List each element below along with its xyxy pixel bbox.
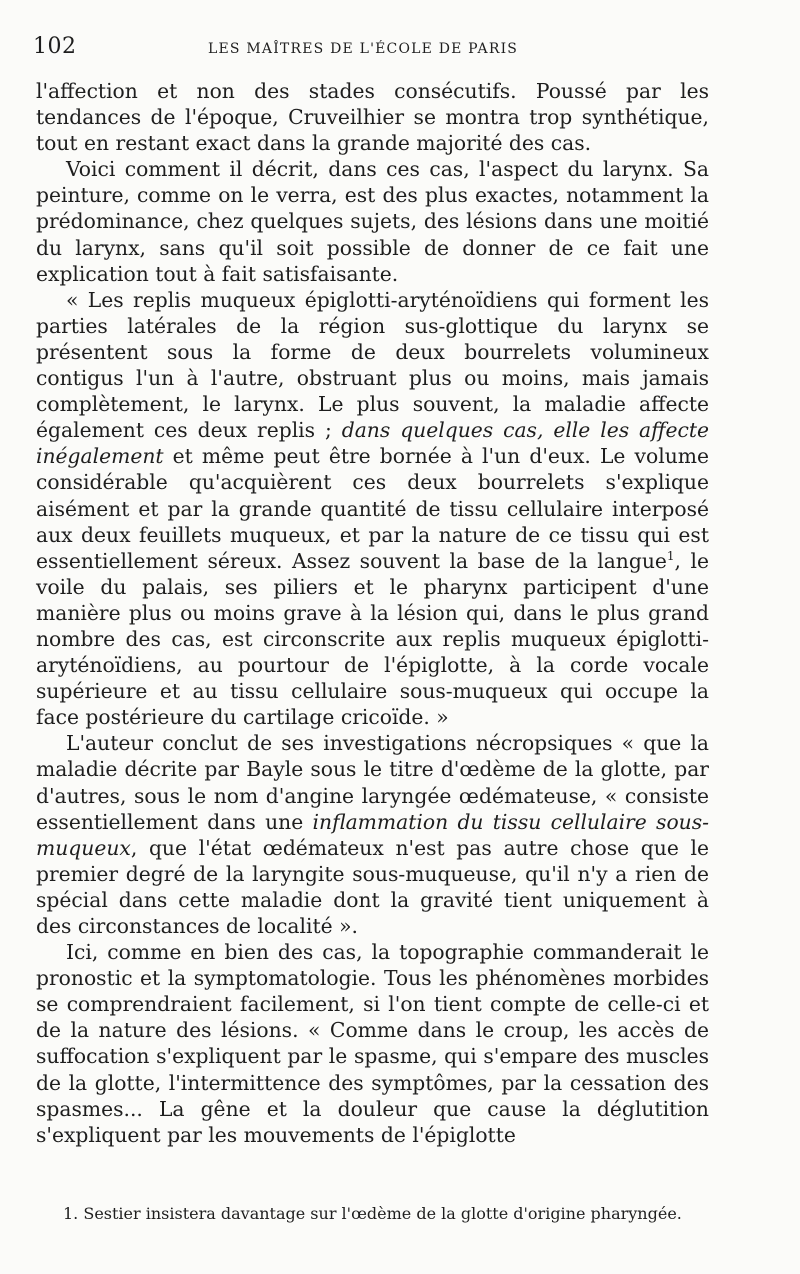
footnote-reference: 1 xyxy=(666,548,675,563)
footnote: 1. Sestier insistera davantage sur l'œdème de la glotte d'origine pharyngée. xyxy=(63,1204,682,1223)
page-header xyxy=(33,34,733,64)
page-body xyxy=(36,78,709,1148)
paragraph-1: l'affection et non des stades consécutifs. Poussé par les tendances de l'époque, Cruveilhier se montra trop synthétique, tout en restant exact dans la grande majorité des cas. xyxy=(36,79,709,156)
paragraph-5: Ici, comme en bien des cas, la topographie commanderait le pronostic et la symptomatologie. Tous les phénomènes morbides se comprendraient facilement, si l'on tient compte de celle-ci et de la nature des lésions. « Comme dans le croup, les accès de suffocation s'expliquent par le spasme, qui s'empare des muscles de la glotte, l'intermittence des symptômes, par la cessation des spasmes... La gêne et la douleur que cause la déglutition s'expliquent par les mouvements de l'épiglotte xyxy=(36,940,709,1147)
running-title: LES MAÎTRES DE L'ÉCOLE DE PARIS xyxy=(208,41,519,57)
page-number: 102 xyxy=(33,34,77,59)
paragraph-2: Voici comment il décrit, dans ces cas, l'aspect du larynx. Sa peinture, comme on le verra, est des plus exactes, notamment la prédominance, chez quelques sujets, des lésions dans une moitié du larynx, sans qu'il soit possible de donner de ce fait une explication tout à fait satisfaisante. xyxy=(36,157,709,286)
paragraph-3-quote xyxy=(36,287,709,731)
paragraph-4-italic-text: inflammation du tissu cellulaire sous-muqueux xyxy=(36,809,709,860)
quote-text-2: et même peut être bornée à l'un d'eux. Le volume considérable qu'acquièrent ces deux bourrelets s'explique aisément et par la grande quantité de tissu cellulaire interposé aux deux feuillets muqueux, et par la nature de ce tissu qui est essentiellement séreux. Assez souvent la base de la langue xyxy=(36,444,709,573)
quote-text-3: , le voile du palais, ses piliers et le pharynx participent d'une manière plus ou moins grave à la lésion qui, dans le plus grand nombre des cas, est circonscrite aux replis muqueux épiglotti-aryténoïdiens, au pourtour de l'épiglotte, à la corde vocale supérieure et au tissu cellulaire sous-muqueux qui occupe la face postérieure du cartilage cricoïde. » xyxy=(36,548,709,730)
paragraph-4 xyxy=(36,730,709,939)
paragraph-4-text-2: , que l'état œdémateux n'est pas autre chose que le premier degré de la laryngite sous-muqueuse, qu'il n'y a rien de spécial dans cette maladie dont la gravité tient uniquement à des circonstances de localité ». xyxy=(36,835,709,938)
paragraph-4-text-1: L'auteur conclut de ses investigations nécropsiques « que la maladie décrite par Bayle sous le titre d'œdème de la glotte, par d'autres, sous le nom d'angine laryngée œdémateuse, « consiste essentiellement dans une xyxy=(36,731,709,834)
quote-text-1: « Les replis muqueux épiglotti-aryténoïdiens qui forment les parties latérales de la région sus-glottique du larynx se présentent sous la forme de deux bourrelets volumineux contigus l'un à l'autre, obstruant plus ou moins, mais jamais complètement, le larynx. Le plus souvent, la maladie affecte également ces deux replis ; xyxy=(36,287,709,443)
quote-italic-text: dans quelques cas, elle les affecte inégalement xyxy=(36,418,709,469)
